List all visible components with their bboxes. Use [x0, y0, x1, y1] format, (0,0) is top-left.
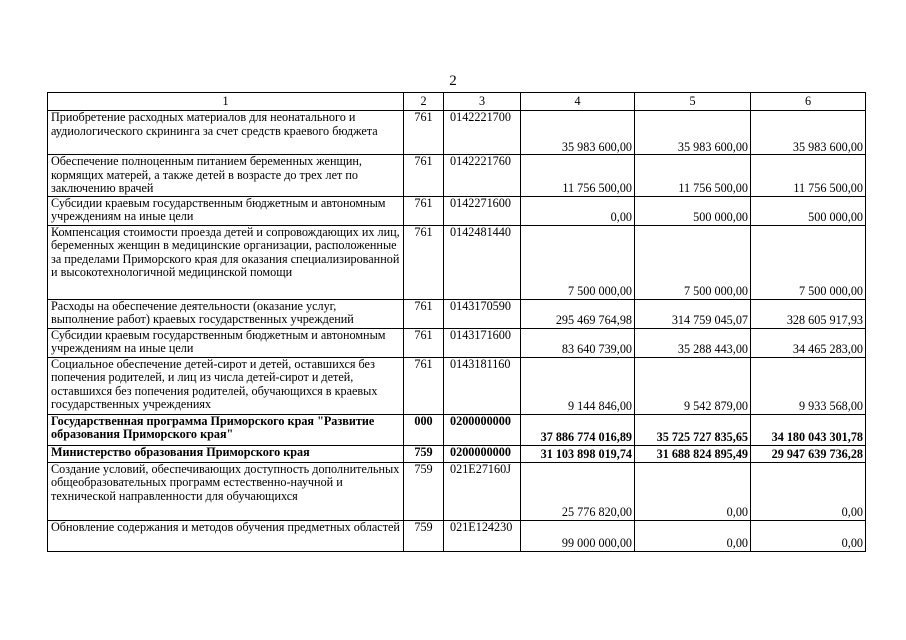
amount-col5-cell: 7 500 000,00 — [635, 225, 751, 299]
amount-col5-cell: 314 759 045,07 — [635, 299, 751, 328]
amount-col5-cell: 9 542 879,00 — [635, 357, 751, 414]
table-row — [48, 111, 866, 155]
table-row — [48, 196, 866, 225]
amount-col6-cell: 29 947 639 736,28 — [751, 445, 866, 462]
item-name-cell: Субсидии краевым государственным бюджетным и автономным учреждениям на иные цели — [48, 328, 404, 357]
amount-col5-cell: 35 288 443,00 — [635, 328, 751, 357]
amount-col4-cell: 295 469 764,98 — [521, 299, 635, 328]
classification-code-cell: 0142271600 — [444, 196, 521, 225]
amount-col6-cell: 35 983 600,00 — [751, 111, 866, 155]
amount-col6-cell: 34 180 043 301,78 — [751, 414, 866, 445]
table-row — [48, 328, 866, 357]
classification-code-cell: 0143181160 — [444, 357, 521, 414]
item-name-cell: Субсидии краевым государственным бюджетным и автономным учреждениям на иные цели — [48, 196, 404, 225]
ved-code-cell: 761 — [404, 357, 444, 414]
classification-code-cell: 0200000000 — [444, 445, 521, 462]
amount-col6-cell: 7 500 000,00 — [751, 225, 866, 299]
amount-col5-cell: 0,00 — [635, 462, 751, 520]
item-name-cell: Приобретение расходных материалов для неонатального и аудиологического скрининга за счет средств краевого бюджета — [48, 111, 404, 155]
amount-col6-cell: 500 000,00 — [751, 196, 866, 225]
classification-code-cell: 021E27160J — [444, 462, 521, 520]
item-name-cell: Обеспечение полноценным питанием беременных женщин, кормящих матерей, а также детей в возрасте до трех лет по заключению врачей — [48, 155, 404, 197]
header-cell: 1 — [48, 93, 404, 111]
amount-col4-cell: 99 000 000,00 — [521, 520, 635, 551]
classification-code-cell: 0142221700 — [444, 111, 521, 155]
ved-code-cell: 759 — [404, 445, 444, 462]
ved-code-cell: 759 — [404, 520, 444, 551]
ved-code-cell: 000 — [404, 414, 444, 445]
amount-col5-cell: 35 983 600,00 — [635, 111, 751, 155]
amount-col4-cell: 83 640 739,00 — [521, 328, 635, 357]
ved-code-cell: 761 — [404, 225, 444, 299]
item-name-cell: Государственная программа Приморского края "Развитие образования Приморского края" — [48, 414, 404, 445]
classification-code-cell: 0142481440 — [444, 225, 521, 299]
amount-col4-cell: 35 983 600,00 — [521, 111, 635, 155]
amount-col5-cell: 0,00 — [635, 520, 751, 551]
amount-col6-cell: 11 756 500,00 — [751, 155, 866, 197]
header-cell: 6 — [751, 93, 866, 111]
item-name-cell: Расходы на обеспечение деятельности (оказание услуг, выполнение работ) краевых государственных учреждений — [48, 299, 404, 328]
classification-code-cell: 021E124230 — [444, 520, 521, 551]
table-row — [48, 357, 866, 414]
header-cell: 2 — [404, 93, 444, 111]
amount-col4-cell: 9 144 846,00 — [521, 357, 635, 414]
header-row — [48, 93, 866, 111]
amount-col5-cell: 35 725 727 835,65 — [635, 414, 751, 445]
amount-col5-cell: 31 688 824 895,49 — [635, 445, 751, 462]
classification-code-cell: 0143171600 — [444, 328, 521, 357]
page-number: 2 — [449, 73, 457, 89]
amount-col6-cell: 34 465 283,00 — [751, 328, 866, 357]
table-row — [48, 299, 866, 328]
classification-code-cell: 0143170590 — [444, 299, 521, 328]
ved-code-cell: 761 — [404, 328, 444, 357]
amount-col4-cell: 31 103 898 019,74 — [521, 445, 635, 462]
header-cell: 4 — [521, 93, 635, 111]
amount-col5-cell: 11 756 500,00 — [635, 155, 751, 197]
header-cell: 5 — [635, 93, 751, 111]
classification-code-cell: 0142221760 — [444, 155, 521, 197]
amount-col4-cell: 11 756 500,00 — [521, 155, 635, 197]
amount-col4-cell: 37 886 774 016,89 — [521, 414, 635, 445]
header-cell: 3 — [444, 93, 521, 111]
item-name-cell: Обновление содержания и методов обучения предметных областей — [48, 520, 404, 551]
classification-code-cell: 0200000000 — [444, 414, 521, 445]
table-row — [48, 155, 866, 197]
table-row — [48, 462, 866, 520]
ved-code-cell: 761 — [404, 299, 444, 328]
table-row — [48, 445, 866, 462]
budget-table — [47, 92, 866, 552]
amount-col4-cell: 0,00 — [521, 196, 635, 225]
amount-col4-cell: 25 776 820,00 — [521, 462, 635, 520]
item-name-cell: Социальное обеспечение детей-сирот и детей, оставшихся без попечения родителей, и лиц из числа детей-сирот и детей, оставшихся без попечения родителей, обучающихся в краевых государственных учреждениях — [48, 357, 404, 414]
table-row — [48, 520, 866, 551]
amount-col6-cell: 0,00 — [751, 520, 866, 551]
ved-code-cell: 759 — [404, 462, 444, 520]
amount-col5-cell: 500 000,00 — [635, 196, 751, 225]
item-name-cell: Создание условий, обеспечивающих доступность дополнительных общеобразовательных программ естественно-научной и технической направленности для обучающихся — [48, 462, 404, 520]
amount-col6-cell: 0,00 — [751, 462, 866, 520]
ved-code-cell: 761 — [404, 155, 444, 197]
amount-col4-cell: 7 500 000,00 — [521, 225, 635, 299]
table-row — [48, 414, 866, 445]
ved-code-cell: 761 — [404, 196, 444, 225]
amount-col6-cell: 328 605 917,93 — [751, 299, 866, 328]
table-row — [48, 225, 866, 299]
item-name-cell: Компенсация стоимости проезда детей и сопровождающих их лиц, беременных женщин в медицинские организации, расположенные за пределами Приморского края для оказания специализированной и высокотехнологичной медицинской помощи — [48, 225, 404, 299]
ved-code-cell: 761 — [404, 111, 444, 155]
item-name-cell: Министерство образования Приморского края — [48, 445, 404, 462]
amount-col6-cell: 9 933 568,00 — [751, 357, 866, 414]
